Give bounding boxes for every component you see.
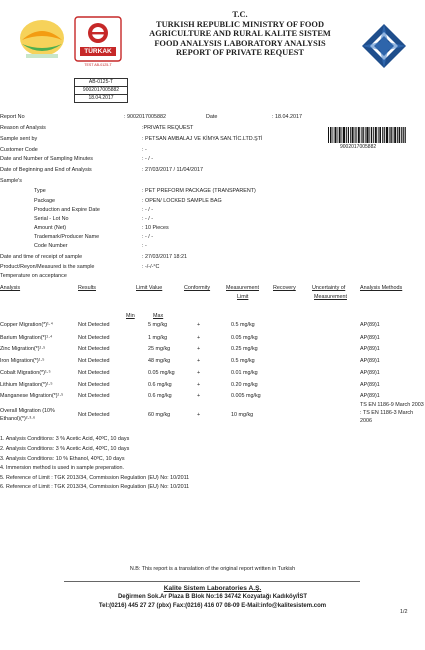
note-line: 4. Immersion method is used in sample preperation. [0, 465, 125, 471]
measurement-limit: 0.01 mg/kg [231, 370, 258, 376]
field-value: : 10 Pieces [142, 225, 169, 231]
limit-max: 60 mg/kg [148, 412, 171, 418]
measurement-limit: 0.5 mg/kg [231, 322, 255, 328]
barcode-number: 9002017005882 [340, 144, 377, 150]
measurement-limit: 0.005 mg/kg [231, 393, 261, 399]
footer-divider [64, 581, 360, 582]
result-value: Not Detected [78, 335, 110, 341]
field-label: Temperature on acceptance [0, 273, 67, 279]
analysis-method: AP(89)1 [360, 322, 380, 328]
footer-company: Kalite Sistem Laboratories A.Ş. [163, 585, 262, 592]
id-box [74, 78, 128, 103]
col-measurement-limit: Limit [237, 294, 249, 300]
analysis-name: Overall Migration (10% [0, 408, 55, 414]
field-label: Production and Expire Date [34, 207, 100, 213]
conformity-mark: + [197, 346, 201, 352]
analysis-method: 2006 [360, 418, 372, 424]
barcode [328, 127, 406, 143]
col-conformity: Conformity [184, 285, 211, 291]
footer-address: Değirmen Sok.Ar Plaza B Blok No:16 34742 Kozyatağı Kadıköy/İST [117, 594, 308, 600]
measurement-limit: 0.05 mg/kg [231, 335, 258, 341]
analysis-name: Ethanol)(*)²·³·⁶ [0, 416, 36, 422]
col-analysis: Analysis [0, 285, 21, 291]
field-label: Reason of Analysis [0, 125, 46, 131]
field-value: : - / - [142, 234, 154, 240]
analysis-method: AP(89)1 [360, 346, 380, 352]
field-label: Package [34, 198, 55, 204]
note-line: 1. Analysis Conditions: 3 % Acetic Acid, 40ºC, 10 days [0, 436, 130, 442]
report-no-value: : 9002017005882 [124, 114, 166, 120]
field-value: :PRIVATE REQUEST [142, 125, 194, 131]
field-value: : - [142, 243, 147, 249]
note-line: 2. Analysis Conditions: 3 % Acetic Acid, 40ºC, 10 days [0, 446, 130, 452]
col-limit: Limit Value [136, 285, 163, 291]
field-value: : PET PREFORM PACKAGE (TRANSPARENT) [142, 188, 256, 194]
field-value: : - [142, 147, 147, 153]
id-box-date: 18.04.2017 [88, 95, 114, 101]
date-value: : 18.04.2017 [272, 114, 302, 120]
result-value: Not Detected [78, 322, 110, 328]
limit-max: 25 mg/kg [148, 346, 171, 352]
limit-max: 5 mg/kg [148, 322, 168, 328]
analysis-method: AP(89)1 [360, 370, 380, 376]
limit-max: 0.6 mg/kg [148, 393, 172, 399]
field-label: Trademark/Producer Name [34, 234, 100, 240]
analysis-method: : TS EN 1186-3 March [360, 410, 414, 416]
analysis-method: AP(89)1 [360, 335, 380, 341]
id-box-number: 9002017005882 [75, 87, 127, 95]
col-min: Min [126, 313, 135, 319]
id-box-code: AB-0125-T [75, 79, 127, 87]
date-label: Date [206, 114, 218, 120]
col-uncertainty-measurement: Measurement [314, 294, 347, 300]
limit-max: 1 mg/kg [148, 335, 168, 341]
report-title [120, 10, 360, 58]
translation-note: N.B: This report is a translation of the original report written in Turkish [129, 566, 296, 572]
col-results: Results [78, 285, 96, 291]
report-no-label: Report No [0, 114, 25, 120]
analysis-name: Zinc Migration(*)¹·⁵ [0, 346, 46, 352]
measurement-limit: 10 mg/kg [231, 412, 254, 418]
analysis-method: AP(89)1 [360, 358, 380, 364]
conformity-mark: + [197, 412, 201, 418]
field-value: : 27/03/2017 18:21 [142, 254, 187, 260]
ministry-logo [18, 18, 66, 62]
kalite-sistem-logo [360, 22, 408, 70]
title-line: FOOD ANALYSIS LABORATORY ANALYSIS [154, 38, 326, 48]
tc-label: T.C. [232, 10, 248, 19]
col-recovery: Recovery [273, 285, 296, 291]
field-label: Amount (Net) [34, 225, 67, 231]
analysis-name: Copper Migration(*)¹·⁴ [0, 322, 53, 328]
analysis-name: Iron Migration(*)¹·⁵ [0, 358, 45, 364]
measurement-limit: 0.25 mg/kg [231, 346, 258, 352]
analysis-name: Barium Migration(*)¹·⁴ [0, 335, 53, 341]
turkak-logo [74, 16, 122, 74]
field-label: Serial - Lot No [34, 216, 69, 222]
analysis-name: Lithium Migration(*)¹·⁵ [0, 382, 53, 388]
analysis-method: AP(89)1 [360, 393, 380, 399]
field-label: Date and time of receipt of sample [0, 254, 83, 260]
title-line: REPORT OF PRIVATE REQUEST [175, 48, 305, 58]
col-max: Max [153, 313, 164, 319]
conformity-mark: + [197, 382, 201, 388]
footer-contact: Tel:(0216) 445 27 27 (pbx) Fax:(0216) 416 07 08-09 E-Mail:info@kalitesistem.com [98, 603, 327, 609]
analysis-name: Manganese Migration(*)¹·⁵ [0, 393, 64, 399]
field-value: : PETSAN AMBALAJ VE KİMYA SAN.TİC.LTD.ŞTİ [142, 136, 263, 142]
field-label: Product/Reyon/Measured is the sample [0, 264, 95, 270]
field-value: : 27/03/2017 / 11/04/2017 [142, 167, 204, 173]
field-value: : - / - [142, 216, 154, 222]
page-number: 1/2 [400, 609, 408, 615]
note-line: 3. Analysis Conditions: 10 % Ethanol, 40ºC, 10 days [0, 456, 125, 462]
field-label: Code Number [34, 243, 68, 249]
turkak-label: TÜRKAK [84, 48, 112, 55]
field-value: : - / - [142, 156, 154, 162]
field-label: Sample sent by [0, 136, 38, 142]
field-label: Type [34, 188, 46, 194]
field-label: Date of Beginning and End of Analysis [0, 167, 92, 173]
col-measurement: Measurement [226, 285, 259, 291]
limit-max: 48 mg/kg [148, 358, 171, 364]
analysis-name: Cobalt Migration(*)¹·⁵ [0, 370, 51, 376]
field-value: : -/-/-°C [142, 264, 160, 270]
result-value: Not Detected [78, 393, 110, 399]
conformity-mark: + [197, 335, 201, 341]
result-value: Not Detected [78, 382, 110, 388]
turkak-sub: TEST AB-0125-T [84, 63, 112, 67]
col-uncertainty: Uncertainty of [312, 285, 346, 291]
title-line: TURKISH REPUBLIC MINISTRY OF FOOD [156, 19, 324, 29]
field-label: Date and Number of Sampling Minutes [0, 156, 93, 162]
measurement-limit: 0.20 mg/kg [231, 382, 258, 388]
note-line: 6. Reference of Limit : TGK 2013/34, Commission Regulation (EU) No: 10/2011 [0, 484, 190, 490]
analysis-method: AP(89)1 [360, 382, 380, 388]
conformity-mark: + [197, 358, 201, 364]
field-label: Sample's [0, 178, 23, 184]
result-value: Not Detected [78, 370, 110, 376]
result-value: Not Detected [78, 412, 110, 418]
limit-max: 0.6 mg/kg [148, 382, 172, 388]
measurement-limit: 0.5 mg/kg [231, 358, 255, 364]
field-value: : - / - [142, 207, 154, 213]
col-methods: Analysis Methods [360, 285, 403, 291]
result-value: Not Detected [78, 358, 110, 364]
analysis-method: TS EN 1186-9 March 2003 [360, 402, 424, 408]
limit-max: 0.05 mg/kg [148, 370, 175, 376]
note-line: 5. Reference of Limit : TGK 2013/34, Commission Regulation (EU) No: 10/2011 [0, 475, 190, 481]
conformity-mark: + [197, 370, 201, 376]
title-line: AGRICULTURE AND RURAL KALITE SISTEM [149, 29, 331, 39]
field-value: : OPEN/ LOCKED SAMPLE BAG [142, 198, 222, 204]
conformity-mark: + [197, 322, 201, 328]
conformity-mark: + [197, 393, 201, 399]
result-value: Not Detected [78, 346, 110, 352]
field-label: Customer Code [0, 147, 38, 153]
